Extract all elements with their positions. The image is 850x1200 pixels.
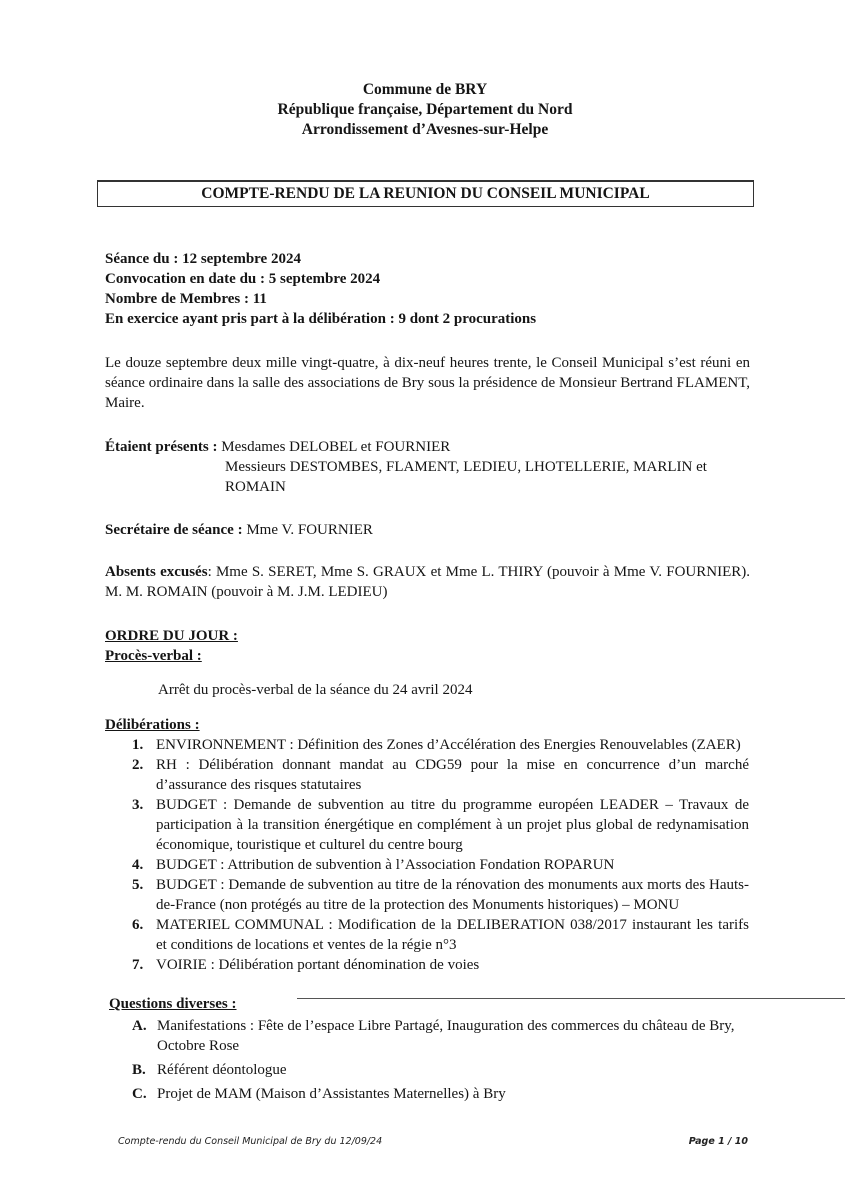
membres-count: Nombre de Membres : 11	[105, 291, 267, 307]
footer-title: Compte-rendu du Conseil Municipal de Bry du 12/09/24	[118, 1136, 383, 1147]
convocation-date: Convocation en date du : 5 septembre 2024	[105, 271, 381, 287]
list-item: 4. BUDGET : Attribution de subvention à l’Association Fondation ROPARUN	[132, 857, 615, 873]
page-number: Page 1 / 10	[688, 1136, 748, 1147]
commune-name: Commune de BRY	[362, 81, 488, 98]
presents-line2: Messieurs DESTOMBES, FLAMENT, LEDIEU, LHOTELLERIE, MARLIN et ROMAIN	[225, 459, 707, 495]
questions-heading: Questions diverses :	[109, 996, 237, 1012]
republique-line: République française, Département du Nord	[277, 101, 573, 118]
list-item: 5. BUDGET : Demande de subvention au titre de la rénovation des monuments aux morts des Hauts-de-France (non protégés au titre de la protection des Monuments historiques) – MONU	[132, 877, 749, 913]
exercice-count: En exercice ayant pris part à la délibération : 9 dont 2 procurations	[105, 311, 537, 327]
list-item: 1. ENVIRONNEMENT : Définition des Zones d’Accélération des Energies Renouvelables (ZAER)	[132, 737, 741, 753]
list-item: A. Manifestations : Fête de l’espace Libre Partagé, Inauguration des commerces du château de Bry, Octobre Rose	[132, 1018, 735, 1054]
page-footer	[118, 1136, 748, 1148]
arrondissement-line: Arrondissement d’Avesnes-sur-Helpe	[301, 121, 549, 138]
secretaire-section	[105, 520, 750, 540]
pv-text: Arrêt du procès-verbal de la séance du 24 avril 2024	[158, 682, 473, 698]
seance-date: Séance du : 12 septembre 2024	[105, 251, 301, 267]
presents-line1: Mesdames DELOBEL et FOURNIER	[221, 439, 451, 455]
secretaire-label: Secrétaire de séance :	[105, 522, 243, 538]
ordre-heading: ORDRE DU JOUR :	[105, 628, 238, 644]
meeting-meta	[105, 249, 750, 329]
document-header	[0, 80, 850, 140]
list-item: 3. BUDGET : Demande de subvention au titre du programme européen LEADER – Travaux de participation à la transition énergétique en complément à un projet plus global de redynamisation économique, touristique et culturel du centre bourg	[132, 797, 749, 853]
secretaire-value: Mme V. FOURNIER	[246, 522, 373, 538]
list-item: 2. RH : Délibération donnant mandat au CDG59 pour la mise en concurrence d’un marché d’assurance des risques statutaires	[132, 757, 749, 793]
document-title: COMPTE-RENDU DE LA REUNION DU CONSEIL MUNICIPAL	[97, 180, 754, 207]
absents-section	[105, 562, 750, 602]
deliberations-list	[105, 735, 749, 975]
list-item: 6. MATERIEL COMMUNAL : Modification de la DELIBERATION 038/2017 instaurant les tarifs et conditions de locations et ventes de la régie n°3	[132, 917, 749, 953]
divider	[297, 998, 845, 999]
absents-value: : Mme S. SERET, Mme S. GRAUX et Mme L. THIRY (pouvoir à Mme V. FOURNIER). M. M. ROMAIN (pouvoir à M. J.M. LEDIEU)	[105, 564, 750, 600]
pv-heading: Procès-verbal :	[105, 648, 202, 664]
presents-label: Étaient présents :	[105, 439, 218, 455]
presents-section	[105, 437, 750, 497]
intro-paragraph: Le douze septembre deux mille vingt-quatre, à dix-neuf heures trente, le Conseil Municipal s’est réuni en séance ordinaire dans la salle des associations de Bry sous la présidence de Monsieur Bertrand FLAMENT, Maire.	[105, 355, 750, 411]
list-item: B. Référent déontologue	[132, 1062, 287, 1078]
list-item: 7. VOIRIE : Délibération portant dénomination de voies	[132, 957, 480, 973]
questions-list	[105, 1016, 755, 1104]
deliberations-heading: Délibérations :	[105, 717, 200, 733]
absents-label: Absents excusés	[105, 564, 208, 580]
list-item: C. Projet de MAM (Maison d’Assistantes Maternelles) à Bry	[132, 1086, 506, 1102]
